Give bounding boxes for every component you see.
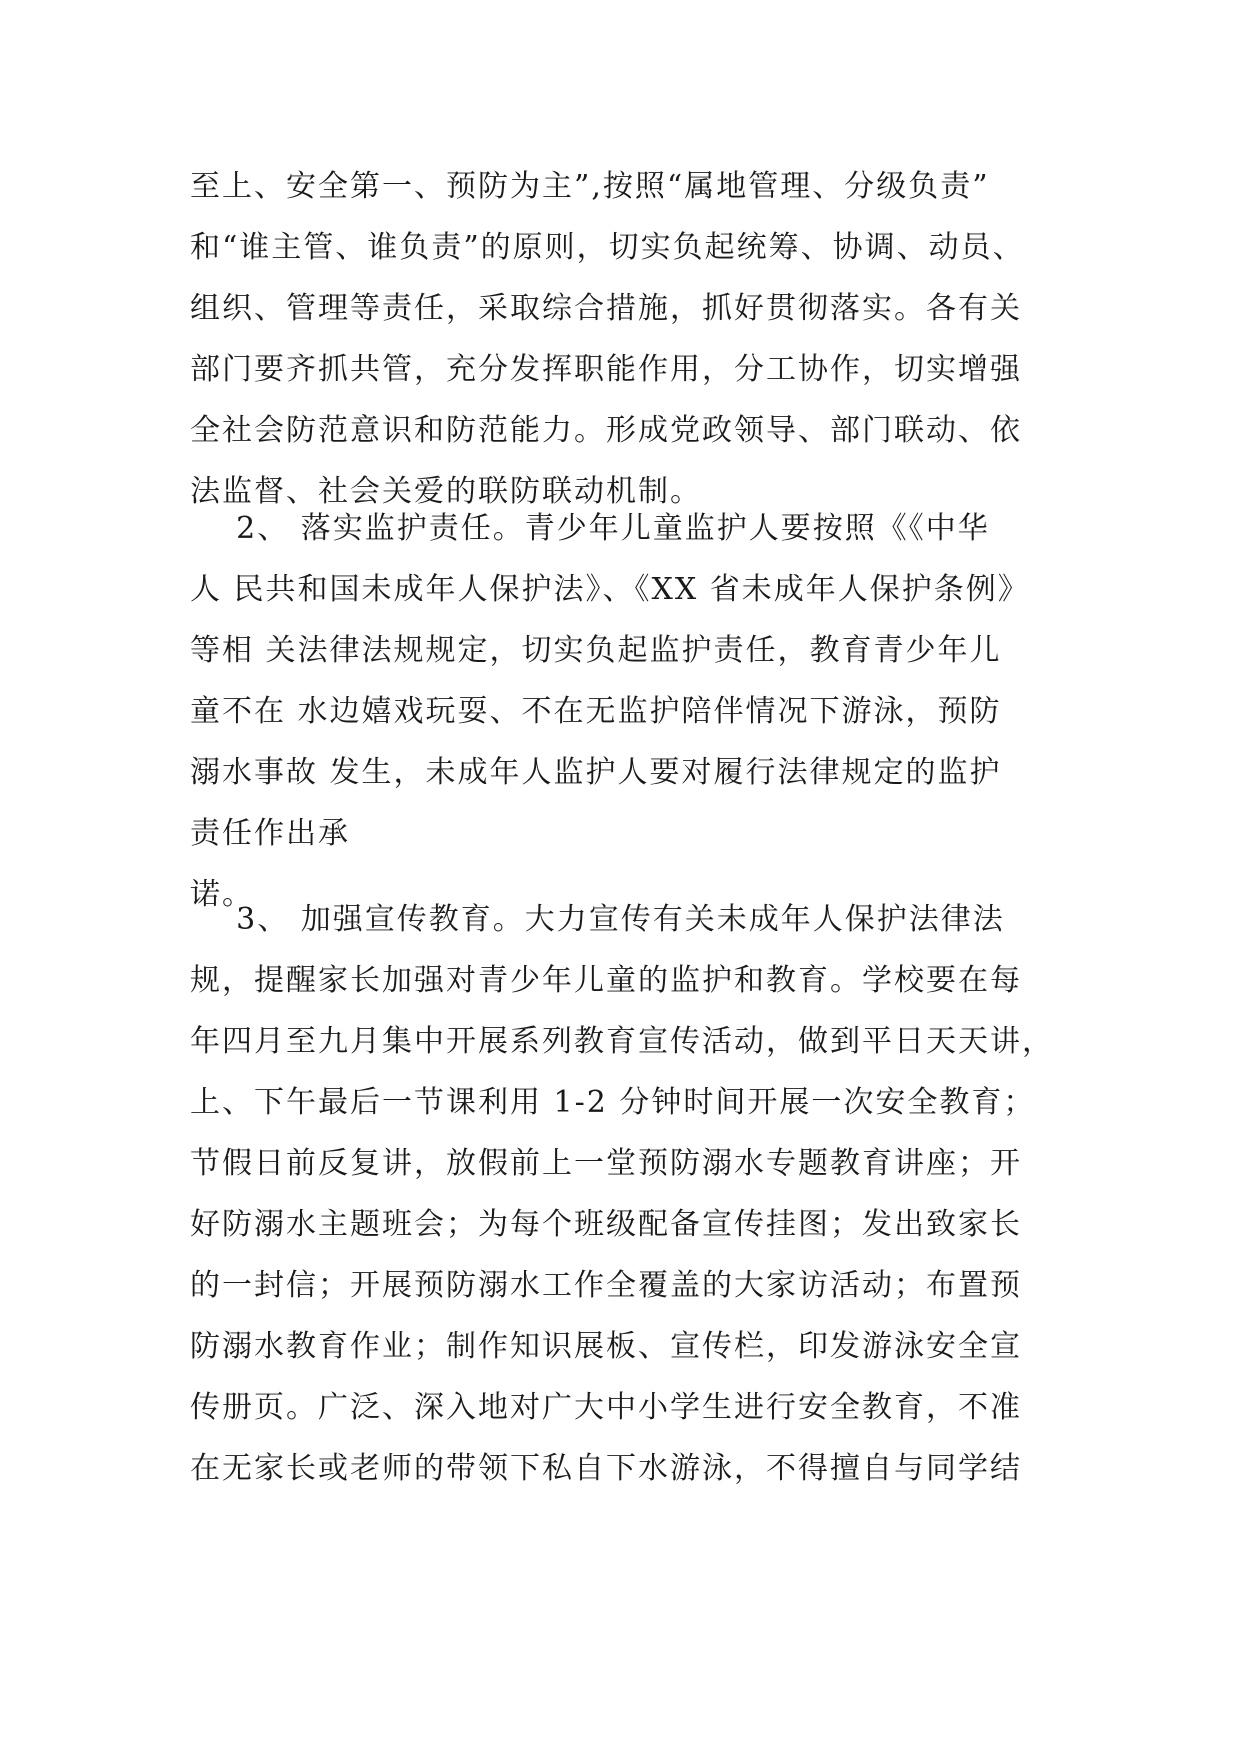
text-line: 3、 加强宣传教育。大力宣传有关未成年人保护法律法 (190, 902, 1005, 937)
text-line: 在无家长或老师的带领下私自下水游泳，不得擅自与同学结 (190, 1451, 1022, 1486)
text-line: 至上、安全第一、预防为主”,按照“属地管理、分级负责” (190, 169, 990, 204)
text-line: 节假日前反复讲，放假前上一堂预防溺水专题教育讲座；开 (190, 1146, 1022, 1181)
text-line: 规，提醒家长加强对青少年儿童的监护和教育。学校要在每 (190, 963, 1022, 998)
text-line: 传册页。广泛、深入地对广大中小学生进行安全教育，不准 (190, 1390, 1022, 1425)
text-line: 责任作出承 (190, 816, 350, 851)
text-line: 好防溺水主题班会；为每个班级配备宣传挂图；发出致家长 (190, 1207, 1022, 1242)
paragraph-guardian-duty (190, 511, 1070, 941)
text-line: 上、下午最后一节课利用 1-2 分钟时间开展一次安全教育； (190, 1085, 1036, 1120)
text-line: 的一封信；开展预防溺水工作全覆盖的大家访活动；布置预 (190, 1268, 1022, 1303)
text-line: 等相 关法律法规规定，切实负起监护责任，教育青少年儿 (190, 633, 1002, 668)
text-line: 部门要齐抓共管，充分发挥职能作用，分工协作，切实增强 (190, 352, 1022, 387)
paragraph-responsibility (190, 169, 1070, 538)
paragraph-publicity-education (190, 902, 1070, 1515)
text-line: 2、 落实监护责任。青少年儿童监护人要按照《《中华 (190, 511, 990, 546)
text-line: 童不在 水边嬉戏玩耍、不在无监护陪伴情况下游泳，预防 (190, 694, 1002, 729)
text-line: 溺水事故 发生，未成年人监护人要对履行法律规定的监护 (190, 755, 1002, 790)
text-line: 法监督、社会关爱的联防联动机制。 (190, 474, 702, 509)
text-line: 年四月至九月集中开展系列教育宣传活动，做到平日天天讲， (190, 1024, 1054, 1059)
text-line: 人 民共和国未成年人保护法》、《XX 省未成年人保护条例》 (190, 572, 1030, 607)
text-line: 全社会防范意识和防范能力。形成党政领导、部门联动、依 (190, 413, 1022, 448)
text-line: 诺。 (190, 877, 254, 912)
text-line: 组织、管理等责任，采取综合措施，抓好贯彻落实。各有关 (190, 291, 1022, 326)
text-line: 和“谁主管、谁负责”的原则，切实负起统筹、协调、动员、 (190, 230, 1025, 265)
text-line: 防溺水教育作业；制作知识展板、宣传栏，印发游泳安全宣 (190, 1329, 1022, 1364)
